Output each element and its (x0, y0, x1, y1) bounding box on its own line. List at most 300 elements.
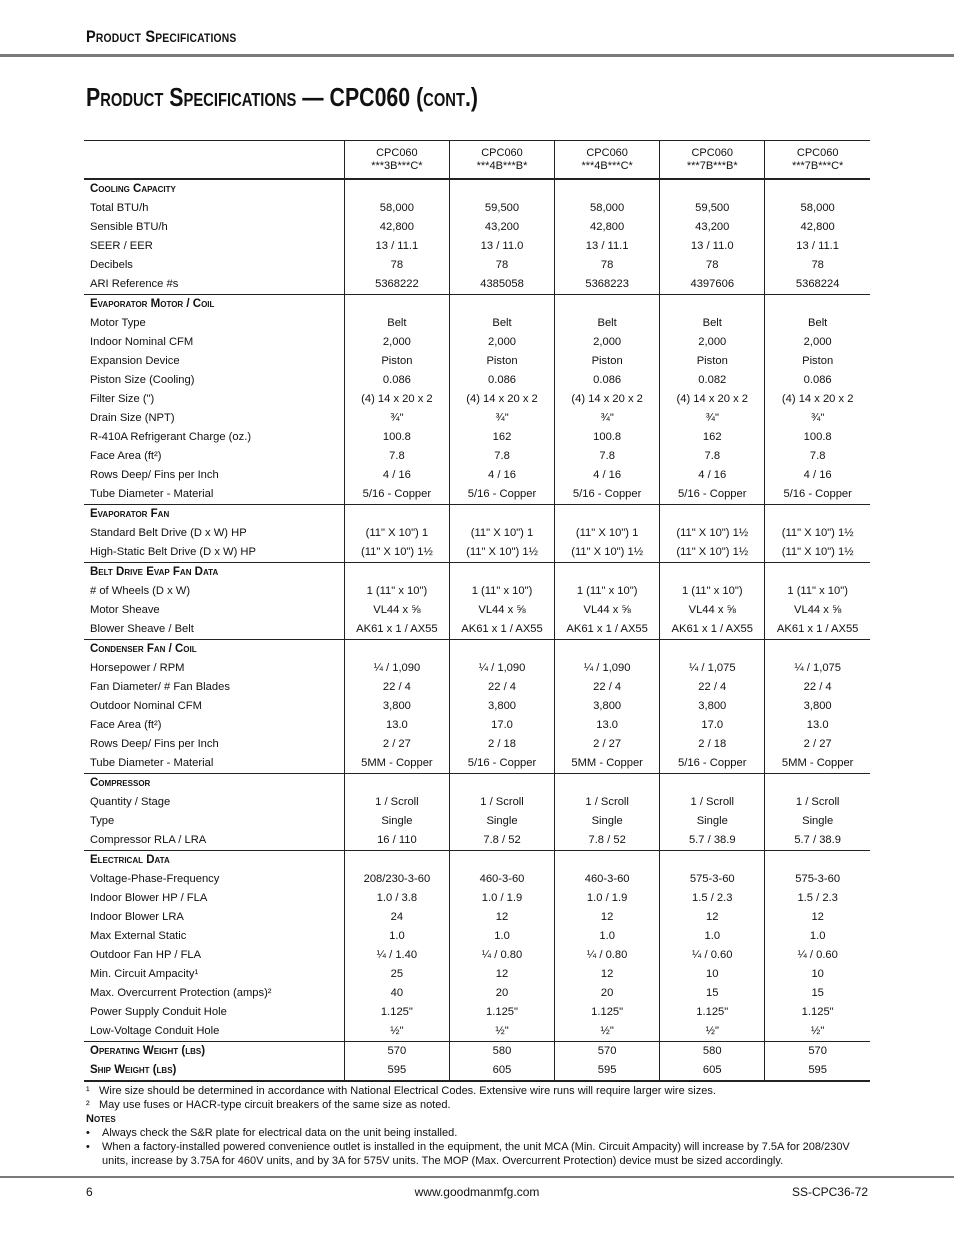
model-header (765, 141, 870, 180)
empty-cell (660, 295, 765, 315)
weight-value: 605 (449, 1061, 554, 1081)
model-header (660, 141, 765, 180)
table-row (84, 754, 870, 774)
weight-row (84, 1061, 870, 1081)
cell-value: 2 / 27 (555, 735, 660, 754)
footnote-mark: ² (86, 1099, 90, 1111)
row-label: Quantity / Stage (90, 796, 171, 808)
cell-value: ½" (660, 1022, 765, 1042)
cell-value: 7.8 (765, 447, 870, 466)
model-code: ***4B***C* (581, 159, 633, 172)
table-row (84, 199, 870, 218)
table-row (84, 601, 870, 620)
note-item (86, 1140, 876, 1168)
row-label: SEER / EER (90, 240, 153, 252)
bullet-icon: • (86, 1141, 90, 1153)
cell-value: 78 (449, 256, 554, 275)
cell-value: 3,800 (555, 697, 660, 716)
cell-value: 12 (660, 908, 765, 927)
cell-value: 2 / 27 (344, 735, 449, 754)
cell-value: 5368224 (765, 275, 870, 295)
empty-cell (660, 179, 765, 199)
row-label: Power Supply Conduit Hole (90, 1006, 227, 1018)
cell-value: 460-3-60 (449, 870, 554, 889)
weight-value: 580 (449, 1042, 554, 1062)
table-row (84, 352, 870, 371)
cell-value: 4 / 16 (555, 466, 660, 485)
cell-value: 4 / 16 (660, 466, 765, 485)
row-label: Compressor RLA / LRA (90, 834, 207, 846)
cell-value: 42,800 (344, 218, 449, 237)
empty-cell (344, 505, 449, 525)
table-row (84, 697, 870, 716)
model-name: CPC060 (691, 146, 734, 159)
cell-value: 1.125" (765, 1003, 870, 1022)
cell-value: 1 (11" x 10") (660, 582, 765, 601)
cell-value: 58,000 (765, 199, 870, 218)
cell-value: ½" (765, 1022, 870, 1042)
cell-value: 4 / 16 (765, 466, 870, 485)
table-row (84, 1003, 870, 1022)
row-label: Tube Diameter - Material (90, 757, 214, 769)
cell-value: 20 (555, 984, 660, 1003)
footnote-mark: ¹ (86, 1085, 90, 1097)
empty-cell (555, 295, 660, 315)
cell-value: (11" X 10") 1½ (344, 543, 449, 563)
cell-value: 2,000 (449, 333, 554, 352)
section-title: Electrical Data (84, 851, 344, 871)
section-row (84, 774, 870, 794)
cell-value: 5/16 - Copper (660, 754, 765, 774)
model-header (449, 141, 554, 180)
cell-value: Single (660, 812, 765, 831)
cell-value: 1.125" (555, 1003, 660, 1022)
row-label: Filter Size (") (90, 393, 155, 405)
row-label: Face Area (ft²) (90, 450, 162, 462)
cell-value: 5.7 / 38.9 (660, 831, 765, 851)
cell-value: 1.125" (344, 1003, 449, 1022)
cell-value: Piston (555, 352, 660, 371)
cell-value: (4) 14 x 20 x 2 (449, 390, 554, 409)
cell-value: 1.0 (660, 927, 765, 946)
section-title: Cooling Capacity (90, 183, 176, 195)
empty-cell (555, 774, 660, 794)
cell-value: AK61 x 1 / AX55 (660, 620, 765, 640)
table-row (84, 927, 870, 946)
cell-value: 78 (344, 256, 449, 275)
cell-value: 5.7 / 38.9 (765, 831, 870, 851)
table-row (84, 678, 870, 697)
weight-value: 605 (660, 1061, 765, 1081)
empty-cell (344, 563, 449, 583)
header-row (84, 141, 870, 180)
cell-value: 10 (765, 965, 870, 984)
cell-value: ¼ / 1,075 (765, 659, 870, 678)
cell-value: (4) 14 x 20 x 2 (765, 390, 870, 409)
cell-value: 460-3-60 (555, 870, 660, 889)
section-title: Condenser Fan / Coil (84, 640, 344, 660)
row-label: Min. Circuit Ampacity¹ (90, 968, 199, 980)
cell-value: 12 (449, 908, 554, 927)
empty-cell (660, 505, 765, 525)
cell-value: (11" X 10") 1½ (765, 543, 870, 563)
table-row (84, 275, 870, 295)
cell-value: ¼ / 0.80 (555, 946, 660, 965)
empty-cell (765, 851, 870, 871)
row-label: Horsepower / RPM (90, 662, 185, 674)
cell-value: 2,000 (344, 333, 449, 352)
cell-value: 0.086 (449, 371, 554, 390)
cell-value: 42,800 (555, 218, 660, 237)
section-title: Evaporator Fan (84, 505, 344, 525)
cell-value: ¾" (765, 409, 870, 428)
footnote-text: May use fuses or HACR-type circuit breakers of the same size as noted. (99, 1099, 451, 1111)
empty-cell (555, 505, 660, 525)
cell-value: AK61 x 1 / AX55 (555, 620, 660, 640)
table-row (84, 812, 870, 831)
cell-value: (11" X 10") 1 (555, 524, 660, 543)
table-row (84, 447, 870, 466)
cell-value: 100.8 (765, 428, 870, 447)
cell-value: 1.125" (449, 1003, 554, 1022)
cell-value: Piston (449, 352, 554, 371)
cell-value: 25 (344, 965, 449, 984)
row-label: Tube Diameter - Material (90, 488, 214, 500)
cell-value: ¼ / 1,090 (555, 659, 660, 678)
cell-value: 1.0 (555, 927, 660, 946)
model-code: ***7B***B* (686, 159, 738, 172)
cell-value: 0.086 (555, 371, 660, 390)
cell-value: 3,800 (449, 697, 554, 716)
row-label: Piston Size (Cooling) (90, 374, 195, 386)
cell-value: Single (449, 812, 554, 831)
cell-value: 78 (765, 256, 870, 275)
cell-value: 5/16 - Copper (765, 485, 870, 505)
row-label: Rows Deep/ Fins per Inch (90, 469, 219, 481)
cell-value: 40 (344, 984, 449, 1003)
table-row (84, 237, 870, 256)
cell-value: 15 (765, 984, 870, 1003)
row-label: Blower Sheave / Belt (90, 623, 194, 635)
empty-cell (660, 774, 765, 794)
header-blank (84, 141, 344, 180)
row-label: Motor Sheave (90, 604, 160, 616)
cell-value: Single (555, 812, 660, 831)
empty-cell (555, 179, 660, 199)
cell-value: ½" (555, 1022, 660, 1042)
cell-value: 0.086 (765, 371, 870, 390)
table-row (84, 524, 870, 543)
model-code: ***3B***C* (371, 159, 423, 172)
cell-value: (11" X 10") 1½ (660, 524, 765, 543)
cell-value: 12 (555, 908, 660, 927)
section-title: Belt Drive Evap Fan Data (84, 563, 344, 583)
cell-value: 43,200 (660, 218, 765, 237)
cell-value: 3,800 (765, 697, 870, 716)
cell-value: AK61 x 1 / AX55 (344, 620, 449, 640)
cell-value: 2,000 (660, 333, 765, 352)
cell-value: VL44 x ⅝ (344, 601, 449, 620)
table-row (84, 582, 870, 601)
cell-value: ¼ / 1,090 (449, 659, 554, 678)
cell-value: 2 / 27 (765, 735, 870, 754)
cell-value: ¾" (660, 409, 765, 428)
weight-value: 595 (765, 1061, 870, 1081)
page-number: 6 (86, 1185, 93, 1199)
cell-value: VL44 x ⅝ (765, 601, 870, 620)
model-code: ***7B***C* (791, 159, 844, 172)
row-label: Drain Size (NPT) (90, 412, 175, 424)
row-label: Fan Diameter/ # Fan Blades (90, 681, 230, 693)
cell-value: 12 (449, 965, 554, 984)
table-row (84, 256, 870, 275)
table-row (84, 831, 870, 851)
cell-value: 5/16 - Copper (344, 485, 449, 505)
cell-value: 12 (765, 908, 870, 927)
empty-cell (765, 295, 870, 315)
row-label: R-410A Refrigerant Charge (oz.) (90, 431, 252, 443)
cell-value: 7.8 (344, 447, 449, 466)
cell-value: ¾" (449, 409, 554, 428)
cell-value: 12 (555, 965, 660, 984)
cell-value: 3,800 (344, 697, 449, 716)
row-label: Low-Voltage Conduit Hole (90, 1025, 220, 1037)
notes-heading: Notes (86, 1113, 116, 1125)
cell-value: 1 (11" x 10") (344, 582, 449, 601)
cell-value: (4) 14 x 20 x 2 (344, 390, 449, 409)
cell-value: (11" X 10") 1½ (555, 543, 660, 563)
cell-value: Piston (765, 352, 870, 371)
empty-cell (765, 640, 870, 660)
cell-value: Single (765, 812, 870, 831)
empty-cell (449, 295, 554, 315)
empty-cell (344, 851, 449, 871)
cell-value: 22 / 4 (344, 678, 449, 697)
cell-value: 5MM - Copper (344, 754, 449, 774)
table-row (84, 946, 870, 965)
section-row (84, 295, 870, 315)
weight-label: Ship Weight (lbs) (84, 1061, 344, 1081)
table-row (84, 466, 870, 485)
cell-value: 24 (344, 908, 449, 927)
cell-value: 100.8 (344, 428, 449, 447)
cell-value: 13.0 (555, 716, 660, 735)
cell-value: (11" X 10") 1½ (765, 524, 870, 543)
empty-cell (449, 505, 554, 525)
cell-value: 13 / 11.1 (555, 237, 660, 256)
row-label: Face Area (ft²) (90, 719, 162, 731)
cell-value: Piston (344, 352, 449, 371)
cell-value: (11" X 10") 1 (449, 524, 554, 543)
table-row (84, 371, 870, 390)
cell-value: Single (344, 812, 449, 831)
empty-cell (449, 563, 554, 583)
footnote (86, 1098, 876, 1112)
cell-value: 1 (11" x 10") (449, 582, 554, 601)
cell-value: 4397606 (660, 275, 765, 295)
table-row (84, 889, 870, 908)
table-row (84, 1022, 870, 1042)
empty-cell (555, 851, 660, 871)
row-label: Motor Type (90, 317, 146, 329)
weight-row (84, 1042, 870, 1062)
cell-value: 1 / Scroll (765, 793, 870, 812)
empty-cell (660, 851, 765, 871)
cell-value: 1 (11" x 10") (765, 582, 870, 601)
cell-value: ¼ / 1,090 (344, 659, 449, 678)
weight-value: 595 (344, 1061, 449, 1081)
cell-value: (11" X 10") 1 (344, 524, 449, 543)
cell-value: ¼ / 0.60 (660, 946, 765, 965)
cell-value: 16 / 110 (344, 831, 449, 851)
empty-cell (765, 505, 870, 525)
cell-value: 0.086 (344, 371, 449, 390)
cell-value: 7.8 (449, 447, 554, 466)
spec-table-body (84, 179, 870, 1081)
cell-value: 7.8 (660, 447, 765, 466)
table-row (84, 716, 870, 735)
cell-value: (11" X 10") 1½ (660, 543, 765, 563)
cell-value: 5/16 - Copper (449, 754, 554, 774)
weight-value: 580 (660, 1042, 765, 1062)
model-code: ***4B***B* (476, 159, 528, 172)
cell-value: 10 (660, 965, 765, 984)
cell-value: 20 (449, 984, 554, 1003)
cell-value: 2,000 (555, 333, 660, 352)
section-row (84, 179, 870, 199)
bottom-rule (0, 1176, 954, 1178)
table-row (84, 543, 870, 563)
row-label: Sensible BTU/h (90, 221, 168, 233)
cell-value: 13 / 11.0 (449, 237, 554, 256)
row-label: Voltage-Phase-Frequency (90, 873, 220, 885)
empty-cell (765, 563, 870, 583)
spec-table (84, 140, 870, 1082)
section-row (84, 563, 870, 583)
empty-cell (449, 851, 554, 871)
section-row (84, 851, 870, 871)
weight-value: 570 (555, 1042, 660, 1062)
cell-value: VL44 x ⅝ (660, 601, 765, 620)
cell-value: VL44 x ⅝ (449, 601, 554, 620)
cell-value: 162 (660, 428, 765, 447)
cell-value: 13 / 11.1 (344, 237, 449, 256)
cell-value: 1.0 / 1.9 (555, 889, 660, 908)
cell-value: 7.8 / 52 (449, 831, 554, 851)
cell-value: ¼ / 0.60 (765, 946, 870, 965)
row-label: # of Wheels (D x W) (90, 585, 191, 597)
cell-value: 1 (11" x 10") (555, 582, 660, 601)
top-rule (0, 54, 954, 57)
table-row (84, 735, 870, 754)
bullet-icon: • (86, 1127, 90, 1139)
row-label: Type (90, 815, 115, 827)
cell-value: 1 / Scroll (555, 793, 660, 812)
cell-value: 78 (660, 256, 765, 275)
empty-cell (660, 640, 765, 660)
section-row (84, 505, 870, 525)
page-title: Product Specifications — CPC060 (cont.) (86, 82, 479, 112)
cell-value: Belt (765, 314, 870, 333)
note-text: When a factory-installed powered convenience outlet is installed in the equipment, the unit MCA (Min. Circuit Ampacity) will increase by 7.5A for 208/230V units, increase by 3.75A for 460V units, and by 3A for 575V units. The MOP (Max. Overcurrent Protection) device must be sized accordingly. (102, 1141, 850, 1167)
table-row (84, 908, 870, 927)
cell-value: 5368222 (344, 275, 449, 295)
empty-cell (449, 640, 554, 660)
cell-value: ½" (344, 1022, 449, 1042)
cell-value: 5/16 - Copper (555, 485, 660, 505)
cell-value: 4 / 16 (344, 466, 449, 485)
cell-value: 575-3-60 (660, 870, 765, 889)
cell-value: ¼ / 0.80 (449, 946, 554, 965)
row-label: Standard Belt Drive (D x W) HP (90, 527, 247, 539)
row-label: Outdoor Fan HP / FLA (90, 949, 202, 961)
cell-value: 1 / Scroll (344, 793, 449, 812)
model-name: CPC060 (376, 146, 418, 159)
table-row (84, 333, 870, 352)
cell-value: 43,200 (449, 218, 554, 237)
cell-value: 2 / 18 (660, 735, 765, 754)
cell-value: 22 / 4 (449, 678, 554, 697)
cell-value: ¾" (344, 409, 449, 428)
cell-value: (4) 14 x 20 x 2 (555, 390, 660, 409)
empty-cell (555, 640, 660, 660)
cell-value: 13 / 11.0 (660, 237, 765, 256)
note-item (86, 1126, 876, 1140)
cell-value: 1 / Scroll (660, 793, 765, 812)
cell-value: 1.5 / 2.3 (660, 889, 765, 908)
spec-table-head (84, 141, 870, 180)
cell-value: 59,500 (449, 199, 554, 218)
doc-code: SS-CPC36-72 (791, 1185, 868, 1199)
row-label: Total BTU/h (90, 202, 149, 214)
row-label: ARI Reference #s (90, 278, 179, 290)
section-title: Evaporator Motor / Coil (84, 295, 344, 315)
row-label: Max. Overcurrent Protection (amps)² (90, 987, 272, 999)
cell-value: 2,000 (765, 333, 870, 352)
empty-cell (344, 179, 449, 199)
cell-value: 162 (449, 428, 554, 447)
note-text: Always check the S&R plate for electrical data on the unit being installed. (102, 1127, 458, 1139)
cell-value: 15 (660, 984, 765, 1003)
cell-value: Belt (449, 314, 554, 333)
cell-value: 1.5 / 2.3 (765, 889, 870, 908)
cell-value: 575-3-60 (765, 870, 870, 889)
cell-value: 13.0 (765, 716, 870, 735)
cell-value: 1.125" (660, 1003, 765, 1022)
cell-value: 7.8 (555, 447, 660, 466)
model-name: CPC060 (796, 146, 839, 159)
table-row (84, 793, 870, 812)
cell-value: 5MM - Copper (555, 754, 660, 774)
cell-value: Belt (555, 314, 660, 333)
cell-value: 13 / 11.1 (765, 237, 870, 256)
model-name: CPC060 (586, 146, 628, 159)
model-name: CPC060 (481, 146, 523, 159)
table-row (84, 984, 870, 1003)
row-label: Indoor Nominal CFM (90, 336, 194, 348)
weight-label: Operating Weight (lbs) (84, 1042, 344, 1062)
cell-value: ¾" (555, 409, 660, 428)
cell-value: 1.0 / 1.9 (449, 889, 554, 908)
cell-value: 7.8 / 52 (555, 831, 660, 851)
cell-value: ½" (449, 1022, 554, 1042)
cell-value: ¼ / 1.40 (344, 946, 449, 965)
cell-value: 5/16 - Copper (660, 485, 765, 505)
section-header: Product Specifications (86, 27, 237, 46)
empty-cell (765, 179, 870, 199)
table-row (84, 965, 870, 984)
table-row (84, 390, 870, 409)
